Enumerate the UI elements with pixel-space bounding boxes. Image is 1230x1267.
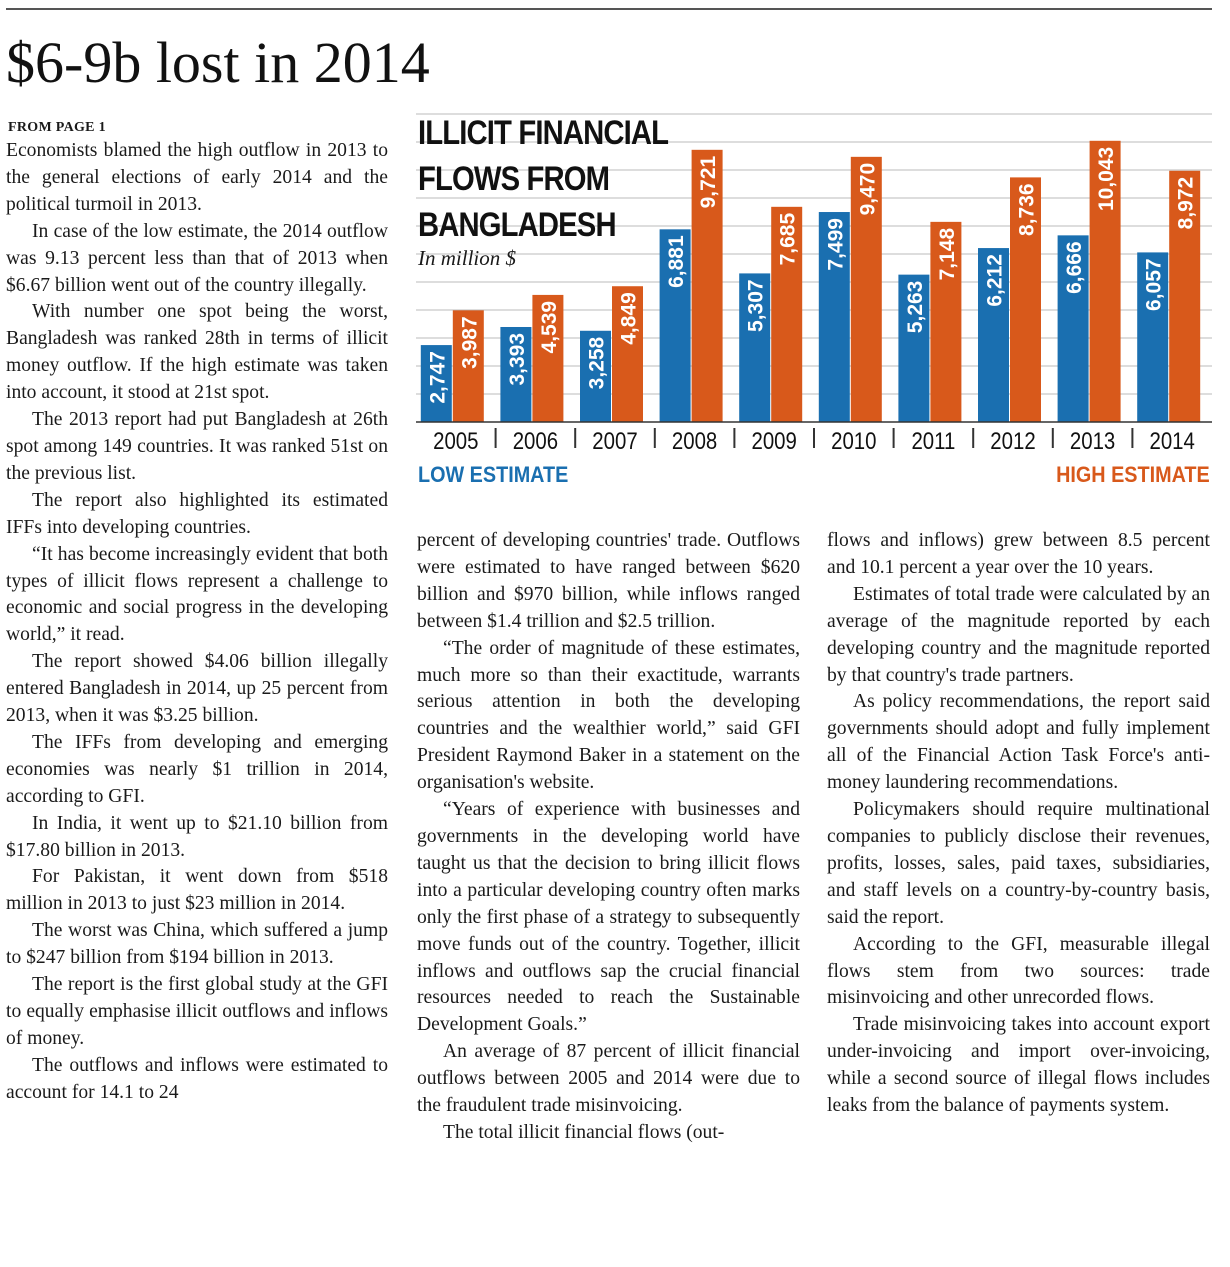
legend-high-estimate: HIGH ESTIMATE [1056, 462, 1210, 487]
top-rule [6, 8, 1212, 10]
bar-value-label: 7,499 [824, 218, 848, 271]
paragraph: “The order of magnitude of these estimates, much more so than their exactitude, warrants serious attention in both the developing countries and the wealthier world,” said GFI President Raymond Baker in a statement on the organisation's website. [417, 637, 800, 794]
paragraph: percent of developing countries' trade. Outflows were estimated to have ranged between $620 billion and $970 billion, while inflows ranged between $1.4 trillion and $2.5 trillion. [417, 530, 800, 632]
bar-value-label: 8,736 [1015, 183, 1039, 236]
bar-value-label: 3,987 [458, 316, 482, 369]
paragraph: The 2013 report had put Bangladesh at 26th spot among 149 countries. It was ranked 51st on the previous list. [6, 409, 388, 484]
x-tick-label: 2007 [592, 427, 638, 450]
bar-value-label: 7,148 [935, 227, 959, 281]
paragraph: The worst was China, which suffered a jump to $247 billion from $194 billion in 2013. [6, 920, 388, 969]
x-tick-label: 2012 [990, 427, 1036, 450]
from-page-kicker: FROM PAGE 1 [8, 120, 106, 135]
paragraph: Estimates of total trade were calculated by an average of the magnitude reported by each developing country and the magnitude reported by that country's trade partners. [827, 583, 1210, 686]
x-tick-label: 2005 [433, 427, 479, 450]
bar-value-label: 9,470 [856, 162, 880, 216]
paragraph: The total illicit financial flows (out- [443, 1121, 725, 1143]
x-tick-label: 2009 [751, 427, 797, 450]
bar-value-label: 5,307 [744, 279, 768, 332]
article-column-2 [417, 528, 800, 1147]
paragraph: The report showed $4.06 billion illegally entered Bangladesh in 2014, up 25 percent from 2013, when it was $3.25 billion. [6, 651, 388, 727]
paragraph: In case of the low estimate, the 2014 outflow was 9.13 percent less than that of 2013 when $6.67 billion went out of the country illegally. [6, 220, 388, 296]
bar-value-label: 8,972 [1174, 176, 1198, 230]
paragraph: With number one spot being the worst, Bangladesh was ranked 28th in terms of illicit money outflow. If the high estimate was taken into account, it stood at 21st spot. [6, 301, 388, 404]
bar-value-label: 6,666 [1063, 241, 1087, 294]
bar-value-label: 5,263 [903, 280, 927, 334]
bar-value-label: 6,212 [983, 254, 1007, 307]
bar-value-label: 6,057 [1142, 258, 1166, 311]
paragraph: The outflows and inflows were estimated to account for 14.1 to 24 [6, 1054, 388, 1103]
paragraph: In India, it went up to $21.10 billion from $17.80 billion in 2013. [6, 812, 388, 861]
bar-value-label: 7,685 [776, 212, 800, 266]
bar-value-label: 6,881 [665, 235, 689, 288]
chart-subtitle: In million $ [418, 246, 516, 270]
paragraph: “It has become increasingly evident that both types of illicit flows represent a challenge to economic and social progress in the developing world,” it read. [6, 543, 388, 646]
x-tick-label: 2011 [911, 427, 956, 450]
chart-title-line: FLOWS FROM [418, 160, 610, 198]
chart-title-line: BANGLADESH [418, 206, 616, 244]
bar-value-label: 4,849 [617, 292, 641, 345]
bar-value-label: 2,747 [426, 351, 450, 404]
paragraph: The report is the first global study at the GFI to equally emphasise illicit outflows and inflows of money. [6, 974, 388, 1049]
bar-value-label: 4,539 [537, 300, 561, 354]
paragraph: The IFFs from developing and emerging economies was nearly $1 trillion in 2014, according to GFI. [6, 731, 388, 807]
paragraph: Policymakers should require multinational companies to publicly disclose their revenues, profits, losses, sales, paid taxes, subsidiaries, and staff levels on a country-by-country basis, said the report. [827, 799, 1210, 928]
headline: $6-9b lost in 2014 [6, 30, 430, 95]
article-column-3 [827, 528, 1210, 1120]
paragraph: The report also highlighted its estimated IFFs into developing countries. [6, 489, 388, 538]
paragraph: Trade misinvoicing takes into account export under-invoicing and import over-invoicing, while a second source of illegal flows includes leaks from the balance of payments system. [827, 1014, 1210, 1117]
legend-low-estimate: LOW ESTIMATE [418, 462, 569, 487]
x-tick-label: 2006 [512, 427, 559, 450]
paragraph: flows and inflows) grew between 8.5 percent and 10.1 percent a year over the 10 years. [827, 530, 1210, 578]
bar-value-label: 3,258 [585, 336, 609, 390]
paragraph: According to the GFI, measurable illegal flows stem from two sources: trade misinvoicing and other unrecorded flows. [827, 933, 1210, 1009]
paragraph: As policy recommendations, the report said governments should adopt and fully implement all of the Financial Action Task Force's anti-money laundering recommendations. [827, 691, 1210, 794]
x-tick-label: 2010 [831, 427, 877, 450]
x-tick-label: 2014 [1149, 427, 1195, 450]
article-column-1 [6, 138, 388, 1107]
paragraph: An average of 87 percent of illicit financial outflows between 2005 and 2014 were due to the fraudulent trade misinvoicing. [417, 1041, 800, 1117]
chart-title-line: ILLICIT FINANCIAL [418, 114, 669, 152]
x-tick-label: 2008 [671, 427, 718, 450]
x-tick-label: 2013 [1069, 427, 1116, 450]
bar-value-label: 10,043 [1095, 146, 1119, 212]
chart-title [418, 110, 668, 248]
paragraph: “Years of experience with businesses and governments in the developing world have taught us that the decision to bring illicit flows into a particular developing country often marks only the first phase of a strategy to subsequently move funds out of the country. Together, illicit inflows and outflows sap the crucial financial resources needed to reach the Sustainable Development Goals.” [417, 799, 800, 1036]
paragraph: For Pakistan, it went down from $518 million in 2013 to just $23 million in 2014. [6, 866, 388, 915]
paragraph: Economists blamed the high outflow in 2013 to the general elections of early 2014 and the political turmoil in 2013. [6, 140, 388, 215]
bar-value-label: 3,393 [505, 332, 529, 386]
bar-value-label: 9,721 [697, 155, 721, 209]
